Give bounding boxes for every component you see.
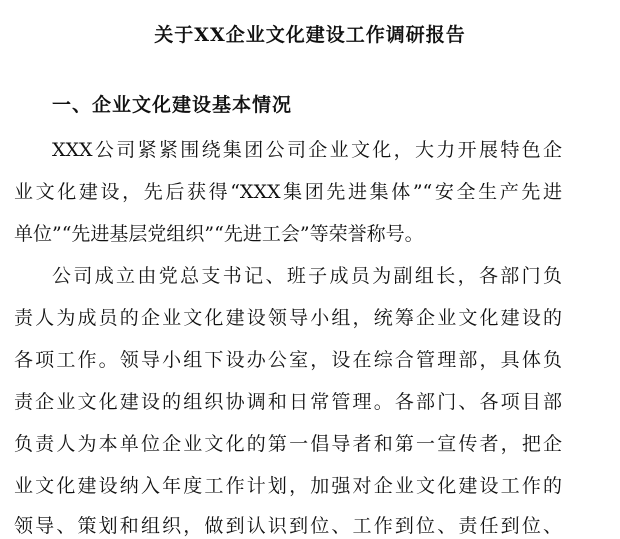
paragraph-line: 负责人为本单位企业文化的第一倡导者和第一宣传者，把企 xyxy=(14,433,562,455)
paragraph-line: 领导、策划和组织，做到认识到位、工作到位、责任到位、 xyxy=(14,515,562,537)
paragraph-line: XXX公司紧紧围绕集团公司企业文化，大力开展特色企 xyxy=(52,139,562,161)
document-title: 关于XX企业文化建设工作调研报告 xyxy=(154,24,466,46)
section-heading: 一、企业文化建设基本情况 xyxy=(52,94,293,116)
paragraph-line: 公司成立由党总支书记、班子成员为副组长，各部门负 xyxy=(52,265,562,287)
paragraph-line: 业文化建设，先后获得“XXX集团先进集体”“安全生产先进 xyxy=(14,181,562,203)
paragraph-line: 责企业文化建设的组织协调和日常管理。各部门、各项目部 xyxy=(14,391,562,413)
paragraph-line: 责人为成员的企业文化建设领导小组，统筹企业文化建设的 xyxy=(14,307,562,329)
paragraph-line: 单位”“先进基层党组织”“先进工会”等荣誉称号。 xyxy=(14,223,424,245)
paragraph-line: 业文化建设纳入年度工作计划，加强对企业文化建设工作的 xyxy=(14,475,562,497)
paragraph-line: 各项工作。领导小组下设办公室，设在综合管理部，具体负 xyxy=(14,349,562,371)
